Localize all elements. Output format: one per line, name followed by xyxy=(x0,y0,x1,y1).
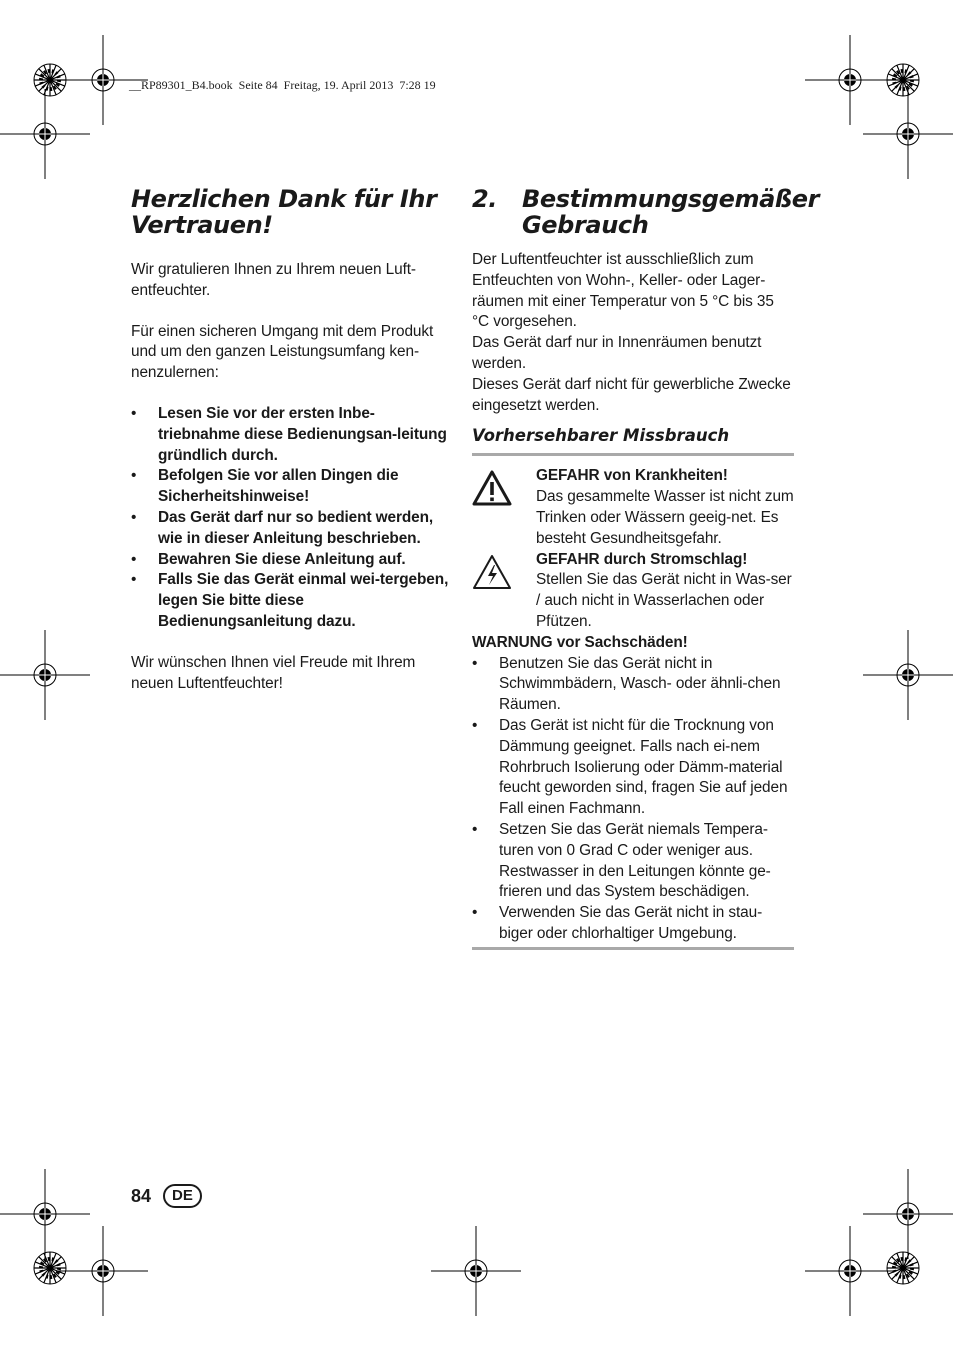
property-damage-list xyxy=(472,654,794,945)
right-column xyxy=(472,185,820,950)
warning-title: GEFAHR von Krankheiten! xyxy=(536,467,728,485)
warning-text: Stellen Sie das Gerät nicht in Was-ser / auch nicht in Wasserlachen oder Pfützen. xyxy=(536,571,792,630)
page-title: Herzlichen Dank für Ihr Vertrauen! xyxy=(131,185,437,239)
page-footer xyxy=(131,1184,202,1208)
language-badge: DE xyxy=(163,1184,202,1208)
list-item: • Das Gerät darf nur so bedient werden, wie in dieser Anleitung beschrieben. xyxy=(131,508,434,547)
property-damage-title: WARNUNG vor Sachschäden! xyxy=(472,633,688,651)
instruction-list xyxy=(131,404,453,633)
list-item: • Das Gerät ist nicht für die Trocknung von Dämmung geeignet. Falls nach ei-nem Rohrbruch Isolierung oder Dämm-material feucht geworden sind, fragen Sie auf jeden Fall einen Fachmann. xyxy=(472,716,788,818)
list-item: • Benutzen Sie das Gerät nicht in Schwimmbädern, Wasch- oder ähnli-chen Räumen. xyxy=(472,654,781,714)
list-item: • Setzen Sie das Gerät niemals Tempera-turen von 0 Grad C oder weniger aus. Restwasser in den Leitungen könnte ge-frieren und das System beschädigen. xyxy=(472,820,771,901)
page-number: 84 xyxy=(131,1185,152,1206)
list-item: • Verwenden Sie das Gerät nicht in stau-biger oder chlorhaltiger Umgebung. xyxy=(472,904,763,942)
commercial-paragraph: Dieses Gerät darf nicht für gewerbliche Zwecke eingesetzt werden. xyxy=(472,375,791,414)
section-heading xyxy=(472,185,820,239)
indoor-paragraph: Das Gerät darf nur in Innenräumen benutzt werden. xyxy=(472,334,762,372)
closing-paragraph: Wir wünschen Ihnen viel Freude mit Ihrem neuen Luftentfeuchter! xyxy=(131,653,416,692)
intro-paragraph-1: Wir gratulieren Ihnen zu Ihrem neuen Luft-entfeuchter. xyxy=(131,261,416,299)
left-column xyxy=(131,186,453,694)
warning-text: Das gesammelte Wasser ist nicht zum Trinken oder Wässern geeig-net. Es besteht Gesundheitsgefahr. xyxy=(536,488,794,547)
section-number: 2. xyxy=(472,185,498,213)
purpose-paragraph: Der Luftentfeuchter ist ausschließlich zum Entfeuchten von Wohn-, Keller- oder Lager-räumen mit einer Temperatur von 5 °C bis 35 °C vorgesehen. xyxy=(472,251,774,331)
warning-triangle-lightning-icon xyxy=(472,550,536,633)
intro-paragraph-2: Für einen sicheren Umgang mit dem Produkt und um den ganzen Leistungsumfang ken-nenzulernen: xyxy=(131,322,434,382)
section-title: Bestimmungsgemäßer Gebrauch xyxy=(522,185,820,239)
list-item: • Bewahren Sie diese Anleitung auf. xyxy=(131,550,406,568)
list-item: • Falls Sie das Gerät einmal wei-tergeben, legen Sie bitte diese Bedienungsanleitung dazu. xyxy=(131,571,449,630)
warning-triangle-exclamation-icon xyxy=(472,466,536,549)
list-item: • Lesen Sie vor der ersten Inbe-triebnahme diese Bedienungsan-leitung gründlich durch. xyxy=(131,404,447,464)
warning-electric-shock xyxy=(472,550,794,633)
warning-disease xyxy=(472,466,794,549)
misuse-warning-box xyxy=(472,453,794,949)
list-item: • Befolgen Sie vor allen Dingen die Sicherheitshinweise! xyxy=(131,467,399,506)
print-slug: __RP89301_B4.book Seite 84 Freitag, 19. April 2013 7:28 19 xyxy=(129,78,436,92)
misuse-subheading: Vorhersehbarer Missbrauch xyxy=(472,426,730,446)
warning-title: GEFAHR durch Stromschlag! xyxy=(536,550,748,568)
